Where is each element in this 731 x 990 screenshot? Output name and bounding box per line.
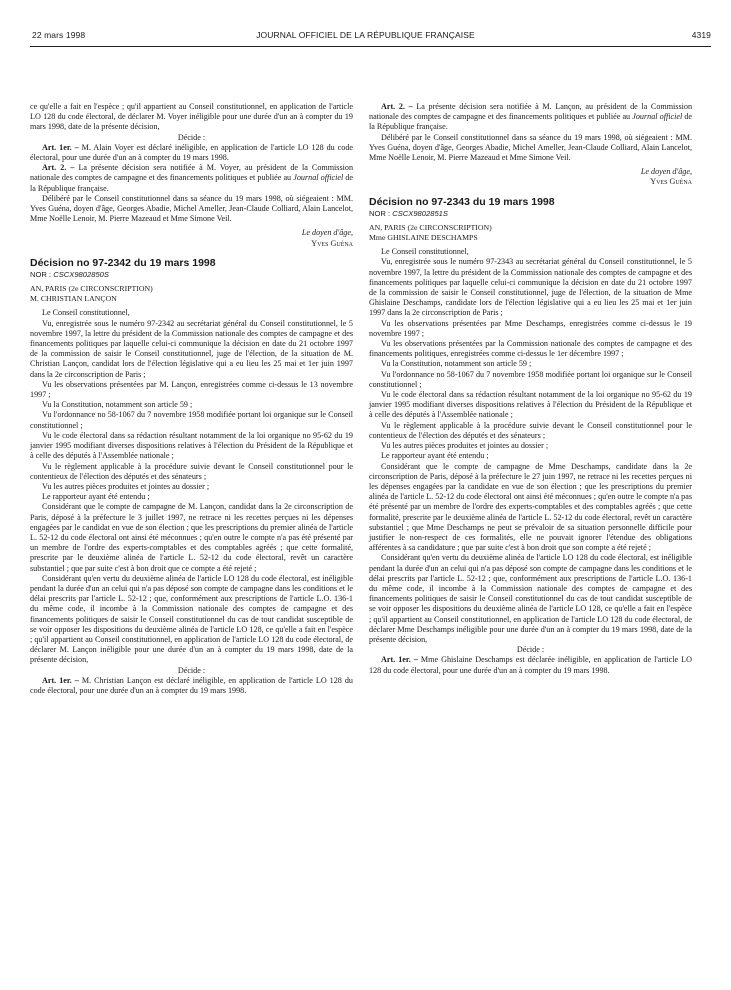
paragraph: Vu les autres pièces produites et jointes au dossier ;	[42, 481, 210, 491]
paragraph: Vu le code électoral dans sa rédaction résultant notamment de la loi organique no 95-62 du 19 janvier 1995 modifiant diverses dispositions relatives à l'élection du Président de la République et à celle des députés à l'Assemblée nationale ;	[30, 430, 353, 461]
nor-label: NOR :	[30, 269, 52, 279]
header-rule	[30, 46, 711, 47]
article-label: Art. 1er. –	[42, 142, 79, 152]
right-column	[369, 102, 692, 676]
article-text: M. Christian Lançon est déclaré inéligible, en application de l'article LO 128 du code électoral, pour une durée d'un an à compter du 19 mars 1998.	[30, 675, 353, 695]
doyen-label: Le doyen d'âge,	[301, 228, 353, 238]
article-text: de la République française.	[30, 173, 354, 193]
journal-officiel-ref: Journal officiel	[632, 112, 683, 122]
article-text: La présente décision sera notifiée à M. Lançon, au président de la Commission nationale des comptes de campagne et des financements politiques et publiée au	[369, 102, 693, 122]
doyen-label: Le doyen d'âge,	[640, 167, 692, 177]
decision-title: Décision no 97-2343 du 19 mars 1998	[369, 195, 555, 208]
decision-title: Décision no 97-2342 du 19 mars 1998	[30, 256, 216, 269]
paragraph: Le Conseil constitutionnel,	[42, 308, 130, 318]
paragraph: Le rapporteur ayant été entendu ;	[42, 492, 150, 502]
article-text: La présente décision sera notifiée à M. Voyer, au président de la Commission nationale des comptes de campagne et des financements politiques et publiée au	[30, 163, 354, 183]
article-2	[30, 163, 353, 194]
paragraph: Considérant que le compte de campagne de Mme Deschamps, candidate dans la 2e circonscription de Paris, déposé à la préfecture le 27 juin 1997, ne retrace ni les recettes perçues ni les dépenses engagées par la candidate en vue de son élection ; que les prescriptions du premier alinéa de l'article L. 52-12 du code électoral ont ainsi été méconnues ; qu'en outre le compte n'a pas été présenté par un membre de l'ordre des experts-comptables et des comptables agréés ; que cette formalité, prescrite par le deuxième alinéa de l'article L. 52-12 du code électoral, revêt un caractère substantiel ; que Mme Deschamps ne peut se prévaloir de sa situation personnelle difficile pour justifier le non-respect de ces formalités, elle ne pouvait ignorer l'étendue des obligations afférentes à sa candidature ; que par suite c'est à bon droit que son compte a été rejeté ;	[369, 461, 692, 553]
nor-code: CSCX9802851S	[392, 208, 448, 218]
paragraph: Vu le règlement applicable à la procédure suivie devant le Conseil constitutionnel pour le contentieux de l'élection des députés et des sénateurs ;	[369, 420, 692, 440]
nor-reference	[369, 209, 692, 219]
paragraph: Vu l'ordonnance no 58-1067 du 7 novembre 1958 modifiée portant loi organique sur le Conseil constitutionnel ;	[369, 369, 692, 389]
paragraph: Le Conseil constitutionnel,	[381, 247, 469, 257]
candidate-name: Mme GHISLAINE DESCHAMPS	[369, 233, 478, 243]
signature: Yves Guéna	[650, 177, 692, 187]
paragraph: Considérant qu'en vertu du deuxième alinéa de l'article LO 128 du code électoral, est inéligible pendant la durée d'un an celui qui n'a pas déposé son compte de campagne dans les conditions et le délai prescrits par l'article L. 52-12 ; que, conformément aux prescriptions de l'article L.O. 136-1 du même code, il incombe à la Commission nationale des comptes de campagne et des financements politiques de saisir le Conseil constitutionnel du cas de tout candidat susceptible de se voir opposer les dispositions du deuxième alinéa de l'article LO 128, ce qu'elle a fait en l'espèce ; qu'il appartient au Conseil constitutionnel, en application de l'article LO 128 du code électoral, de déclarer M. Lançon inéligible pour une durée d'un an à compter du 19 mars 1998, date de la présente décision,	[30, 573, 353, 665]
paragraph: Vu le code électoral dans sa rédaction résultant notamment de la loi organique no 95-62 du 19 janvier 1995 modifiant diverses dispositions relatives à l'élection du Président de la République et à celle des députés à l'Assemblée nationale ;	[369, 390, 692, 420]
article-label: Art. 1er. –	[42, 675, 79, 685]
nor-label: NOR :	[369, 208, 391, 218]
paragraph: Le rapporteur ayant été entendu ;	[381, 451, 489, 461]
page-number: 4319	[691, 30, 711, 40]
article-1	[369, 655, 692, 675]
paragraph: Considérant que le compte de campagne de M. Lançon, candidat dans la 2e circonscription de Paris, déposé à la préfecture le 3 juillet 1997, ne retrace ni les recettes perçues ni les dépenses engagées par le candidat en vue de son élection ; que les prescriptions du premier alinéa de l'article L. 52-12 du code électoral ont ainsi été méconnues ; qu'en outre le compte n'a pas été présenté par un membre de l'ordre des experts-comptables et des comptables agréés ; que cette formalité, prescrite par le deuxième alinéa de l'article L. 52-12 du code électoral, revêt un caractère substantiel ; que par suite c'est à bon droit que ce compte a été rejeté ;	[30, 502, 353, 573]
left-column	[30, 102, 353, 696]
article-label: Art. 2. –	[381, 102, 413, 111]
paragraph: ce qu'elle a fait en l'espèce ; qu'il appartient au Conseil constitutionnel, en application de l'article LO 128 du code électoral, de déclarer M. Voyer inéligible pour une durée d'un an à compter du 19 mars 1998, date de la présente décision,	[30, 102, 353, 132]
paragraph: Vu les observations présentées par Mme Deschamps, enregistrées comme ci-dessus le 19 novembre 1997 ;	[369, 318, 692, 338]
paragraph: Vu, enregistrée sous le numéro 97-2343 au secrétariat général du Conseil constitutionnel, le 5 novembre 1997, la lettre du président de la Commission nationale des comptes de campagne et des financements politiques par laquelle celui-ci communique la décision en date du 21 octobre 1997 de la commission de saisir le Conseil constitutionnel, juge de l'élection, de la situation de Mme Ghislaine Deschamps, candidate lors de l'élection législative qui a eu lieu les 25 mai et 1er juin 1997 dans la 2e circonscription de Paris ;	[369, 257, 692, 318]
nor-reference	[30, 270, 353, 280]
paragraph: Considérant qu'en vertu du deuxième alinéa de l'article LO 128 du code électoral, est inéligible pendant la durée d'un an celui qui n'a pas déposé son compte de campagne dans les conditions et le délai prescrits par l'article L. 52-12 ; que, conformément aux prescriptions de l'article L.O. 136-1 du même code, il incombe à la Commission nationale des comptes de campagne et des financements politiques de saisir le Conseil constitutionnel du cas de tout candidat susceptible de se voir opposer les dispositions du deuxième alinéa de l'article LO 128, ce qu'elle a fait en l'espèce ; qu'il appartient au Conseil constitutionnel, en application de l'article LO 128 du code électoral, de déclarer Mme Deschamps inéligible pour une durée d'un an à compter du 19 mars 1998, date de la présente décision,	[369, 553, 692, 644]
signature: Yves Guéna	[311, 238, 353, 248]
decide-heading: Décide :	[516, 645, 545, 655]
paragraph: Vu les autres pièces produites et jointes au dossier ;	[381, 441, 549, 451]
article-1	[30, 143, 353, 163]
article-label: Art. 2. –	[42, 163, 75, 173]
nor-code: CSCX9802850S	[53, 269, 109, 279]
journal-title: JOURNAL OFFICIEL DE LA RÉPUBLIQUE FRANÇAISE	[256, 30, 475, 40]
circonscription: AN, PARIS (2e CIRCONSCRIPTION)	[369, 222, 492, 232]
paragraph: Vu la Constitution, notamment son article 59 ;	[42, 400, 193, 410]
page-date: 22 mars 1998	[32, 30, 86, 40]
article-text: M. Alain Voyer est déclaré inéligible, en application de l'article LO 128 du code électoral, pour une durée d'un an à compter du 19 mars 1998.	[30, 142, 353, 163]
deliberation: Délibéré par le Conseil constitutionnel dans sa séance du 19 mars 1998, où siégeaient : MM. Yves Guéna, doyen d'âge, Georges Abadie, Michel Ameller, Jean-Claude Colliard, Alain Lancelot, Mme Noëlle Lenoir, M. Pierre Mazeaud et Mme Simone Veil.	[30, 193, 353, 224]
journal-officiel-ref: Journal officiel	[293, 173, 344, 183]
paragraph: Vu le règlement applicable à la procédure suivie devant le Conseil constitutionnel pour le contentieux de l'élection des députés et des sénateurs ;	[30, 461, 353, 481]
article-text: de la République française.	[369, 112, 693, 132]
paragraph: Vu, enregistrée sous le numéro 97-2342 au secrétariat général du Conseil constitutionnel, le 5 novembre 1997, la lettre du président de la Commission nationale des comptes de campagne et des financements politiques par laquelle celui-ci communique la décision en date du 21 octobre 1997 de la commission de saisir le Conseil constitutionnel, juge de l'élection, de la situation de M. Christian Lançon, candidat lors de l'élection législative qui a eu lieu les 25 mai et 1er juin 1997 dans la 2e circonscription de Paris ;	[30, 318, 353, 379]
paragraph: Vu l'ordonnance no 58-1067 du 7 novembre 1958 modifiée portant loi organique sur le Conseil constitutionnel ;	[30, 410, 353, 430]
decide-heading: Décide :	[177, 132, 206, 142]
paragraph: Vu les observations présentées par M. Lançon, enregistrées comme ci-dessus le 13 novembre 1997 ;	[30, 379, 353, 400]
article-label: Art. 1er. –	[381, 655, 418, 665]
article-1	[30, 676, 353, 696]
decide-heading: Décide :	[177, 665, 206, 675]
article-text: Mme Ghislaine Deschamps est déclarée inéligible, en application de l'article LO 128 du code électoral, pour une durée d'un an à compter du 19 mars 1998.	[369, 655, 692, 675]
article-2	[369, 102, 692, 133]
circonscription: AN, PARIS (2e CIRCONSCRIPTION)	[30, 284, 153, 294]
deliberation: Délibéré par le Conseil constitutionnel dans sa séance du 19 mars 1998, où siégeaient : MM. Yves Guéna, doyen d'âge, Georges Abadie, Michel Ameller, Jean-Claude Colliard, Alain Lancelot, Mme Noëlle Lenoir, M. Pierre Mazeaud et Mme Simone Veil.	[369, 132, 692, 163]
paragraph: Vu la Constitution, notamment son article 59 ;	[381, 359, 532, 369]
candidate-name: M. CHRISTIAN LANÇON	[30, 294, 117, 304]
paragraph: Vu les observations présentées par la Commission nationale des comptes de campagne et des financements politiques, enregistrées comme ci-dessus le 1er décembre 1997 ;	[369, 339, 692, 359]
